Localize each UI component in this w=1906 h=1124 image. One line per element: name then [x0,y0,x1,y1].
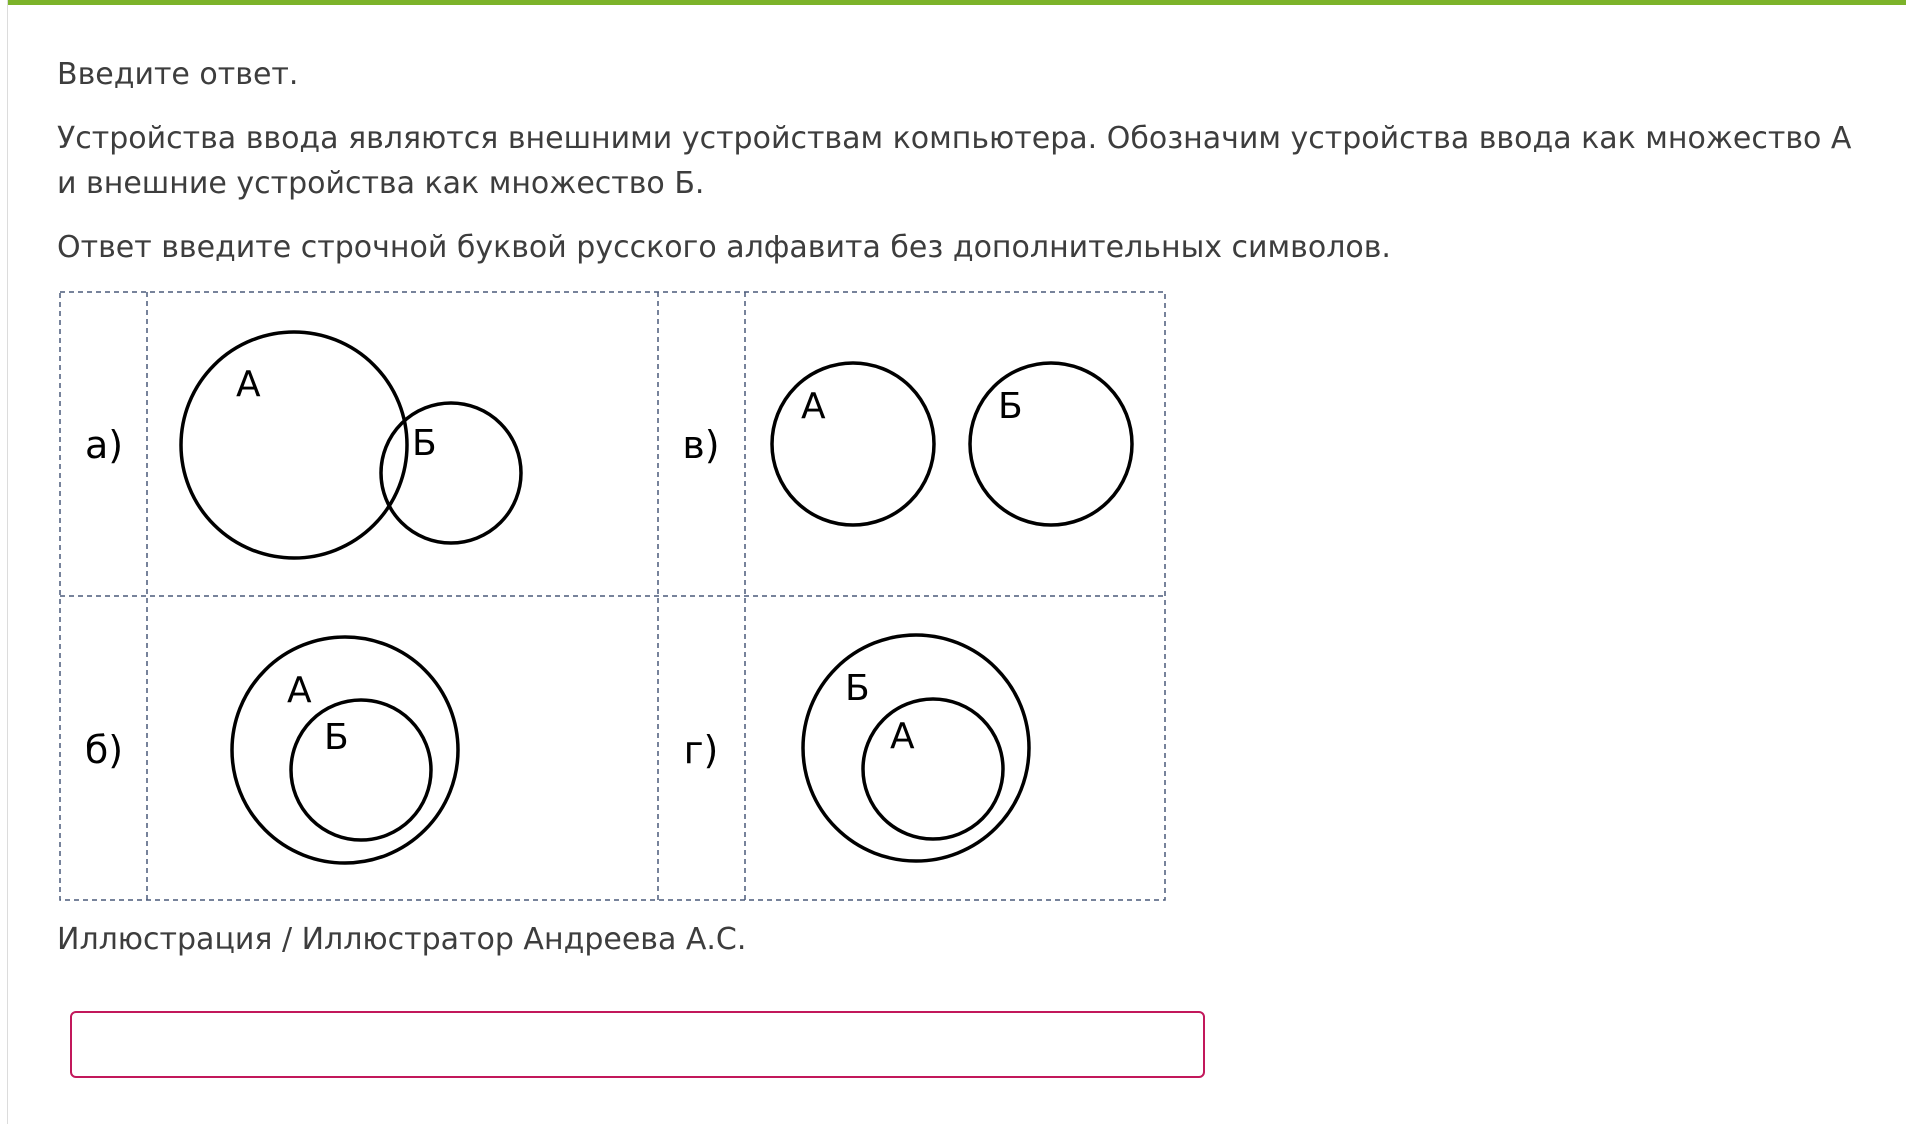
answer-input[interactable] [70,1011,1205,1078]
set-letter-a1: А [236,364,261,405]
question-text-line-2: и внешние устройства как множество Б. [57,166,705,201]
task-card [7,0,1906,1124]
illustration-credit: Иллюстрация / Иллюстратор Андреева А.С. [57,922,747,957]
option-label-b: б) [84,728,124,772]
set-letter-a2: Б [412,423,437,464]
set-circle-g2 [863,699,1003,839]
answer-rule-text: Ответ введите строчной буквой русского алфавита без дополнительных символов. [57,230,1391,265]
set-circle-g1 [803,635,1029,861]
set-letter-v1: А [801,386,826,427]
set-letter-v2: Б [998,386,1023,427]
set-circle-v1 [772,363,934,525]
set-letter-g1: Б [845,668,870,709]
venn-options-svg [58,290,1168,904]
accent-bar [8,0,1906,5]
option-label-a: а) [84,423,124,467]
set-circle-a1 [181,332,407,558]
set-letter-b1: А [287,670,312,711]
option-label-g: г) [683,728,719,772]
question-text-line-1: Устройства ввода являются внешними устройствам компьютера. Обозначим устройства ввода как множество А [57,121,1852,156]
set-circle-b2 [291,700,431,840]
option-label-v: в) [682,423,720,467]
venn-options-figure [58,290,1168,908]
instruction-text: Введите ответ. [57,57,299,92]
set-circle-v2 [970,363,1132,525]
set-letter-g2: А [890,716,915,757]
set-letter-b2: Б [324,717,349,758]
